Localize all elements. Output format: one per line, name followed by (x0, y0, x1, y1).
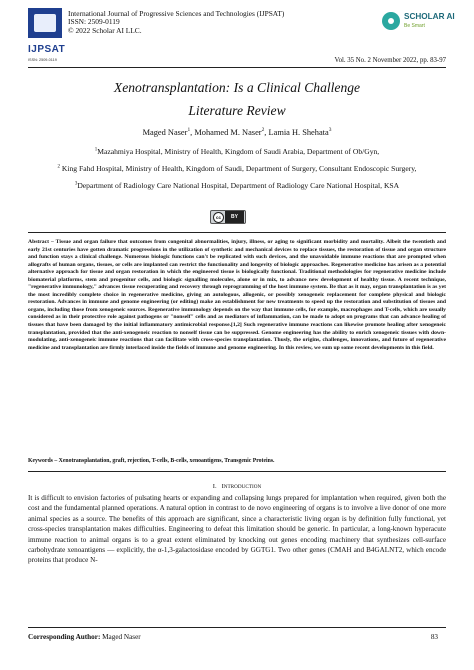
volume-info: Vol. 35 No. 2 November 2022, pp. 83-97 (334, 57, 446, 64)
journal-logo-text: IJPSAT (28, 44, 66, 55)
corresponding-author-label: Corresponding Author: (28, 633, 101, 641)
section-title-initial: I (221, 483, 224, 490)
publisher-tagline: Be Smart (404, 23, 425, 29)
journal-logo-issn: ISSN: 2509-0119 (28, 58, 57, 62)
publisher-logo (382, 10, 455, 36)
journal-copyright: © 2022 Scholar AI LLC. (68, 25, 142, 35)
affiliation-sup: 2 (57, 164, 60, 170)
keywords-divider (28, 471, 446, 472)
affiliation-sup: 1 (94, 147, 98, 153)
affiliation-text: Mazahmiya Hospital, Ministry of Health, Kingdom of Saudi Arabia, Department of Ob/Gyn, (97, 147, 380, 156)
keywords: Keywords – Xenotransplantation, graft, rejection, T-cells, B-cells, xenoantigens, Transgenic Proteins. (28, 458, 275, 464)
publisher-name: SCHOLAR AI (404, 12, 455, 21)
affiliation-2 (28, 164, 446, 173)
paper-title-line-1: Xenotransplantation: Is a Clinical Challenge (113, 80, 361, 95)
journal-header (68, 10, 284, 35)
author-sup: 1 (187, 127, 191, 134)
affiliation-1 (28, 147, 446, 156)
author-sup: 3 (328, 127, 332, 134)
publisher-logo-icon (382, 12, 400, 30)
author-name: Lamia H. Shehata (268, 128, 329, 137)
by-icon: BY (225, 211, 244, 223)
paper-title-line-2: Literature Review (188, 103, 286, 118)
corresponding-author-name: Maged Naser (100, 633, 141, 641)
section-heading (28, 483, 446, 490)
author-list: Maged Naser$^1$, Mohamed M. Naser$^2$, Lamia H. Shehata$^3$ (142, 127, 332, 137)
journal-name: International Journal of Progressive Sciences and Technologies (IJPSAT) (68, 9, 285, 18)
author-sup: 2 (261, 127, 265, 134)
affiliation-text: King Fahd Hospital, Ministry of Health, Kingdom of Saudi, Department of Surgery, Consultant Endoscopic Surgery, (60, 164, 417, 173)
author-name: Maged Naser (142, 128, 188, 137)
journal-logo-icon (28, 8, 62, 38)
section-number: I. (212, 483, 217, 490)
footer-divider (28, 627, 446, 628)
journal-issn: ISSN: 2509-0119 (68, 17, 120, 27)
affiliation-text: Department of Radiology Care National Hospital, Department of Radiology Care National Hospital, KSA (77, 181, 400, 190)
corresponding-author (28, 633, 141, 641)
author-name: Mohamed M. Naser (194, 128, 262, 137)
page-number: 83 (430, 633, 438, 641)
cc-icon: cc (213, 212, 224, 223)
cc-license-badge[interactable] (210, 210, 246, 224)
affiliation-3 (28, 181, 446, 190)
section-title-rest: NTRODUCTION (223, 484, 262, 490)
section-body: It is difficult to envision factories of pulsating hearts or expanding and collapsing lungs prepared for implantation when required, given both the cost and the fundamental planned operations. A natural option in contrast to de novo engineering of organs is to involve a live donor of one more animal species as a source. The benefits of this approach are significant, since a characteristic living organ is by definition fully functional, yet cross-species transplantation makes difficulties. Engineering to defeat this limitation should be generic. In particular, a long-known hyperacute immune reaction to animal organs is to a great extent eliminated by knocking out genes encoding machinery that synthesizes cell-surface carbohydrate xenoantigens — explicitly, the α-1,3-galactosidase encoded by GGTG1. Two other genes (CMAH and B4GALNT2, which encode proteins that produce N- (28, 494, 446, 565)
affiliation-sup: 3 (74, 181, 78, 187)
abstract-divider (28, 232, 446, 233)
header-divider (28, 67, 446, 68)
abstract-text: Abstract – Tissue and organ failure that outcomes from congenital abnormalities, injury, illness, or aging to significant morbidity and mortality. Albeit the twentieth and early 21st centuries have gotten dramatic progressions in the utilization of synthetic and mechanical devices to replace tissues, the restoration of tissue and organ structure and function stays a clinical challenge. Numerous biologic functions can't be replicated with such devices, and the unavoidable immune reactions that are prompted when allografts of human organs, tissues, or cells are implanted can restrict the functionality and longevity of biologic approaches. Regenerative medicine has arisen as a potential alternative approach for tissue and organ restoration in which the engineered tissue is biologically functional. Traditional methodologies for regenerative medicine include biomaterial platforms, stem and progenitor cells, and biologic signalling molecules, alone or in mix, to advance new development of healthy tissue. A recent technique, "regenerative immunology," advances tissue recuperating and recovery through reprogramming of the host immune system. Be that as it may, organ transplantation is as yet the most incredibly complete choice in regenerative medicine, giving an autologous, allogenic, or possibly xenogeneic replacement for complete physical and biologic restoration. Advances in immune and genome engineering (or editing) make an establishment for new treatments to speed up the restoration and substitution of tissues and organs, including those from xenogeneic sources. Regenerative immunology depends on the way that immune cells, for example, macrophages and T-cells, which are usually considered as in their protective role against pathogens or "nonself" cells and as mediators of inflammation, can be made to adopt on programs that can advance healing of tissues that have been damaged by the initial inflammatory antimicrobial response.[1,2] Such regenerative immune reactions can likewise promote healing after xenogeneic transplantation, provided that the anti-xenogeneic reaction to nonself tissue can be suppressed. Genome engineering has the ability to enrich xenogeneic tissues with down-modulating, anti-xenogeneic immune reactions that can facilitate with cross-species transplantation. Thusly, the origins, challenges, innovations, and future of regenerative medicine and transplantation are firmly interlaced inside the fields of immune and genome engineering. In this review, we sum up some recent developments in this field. (28, 239, 446, 351)
